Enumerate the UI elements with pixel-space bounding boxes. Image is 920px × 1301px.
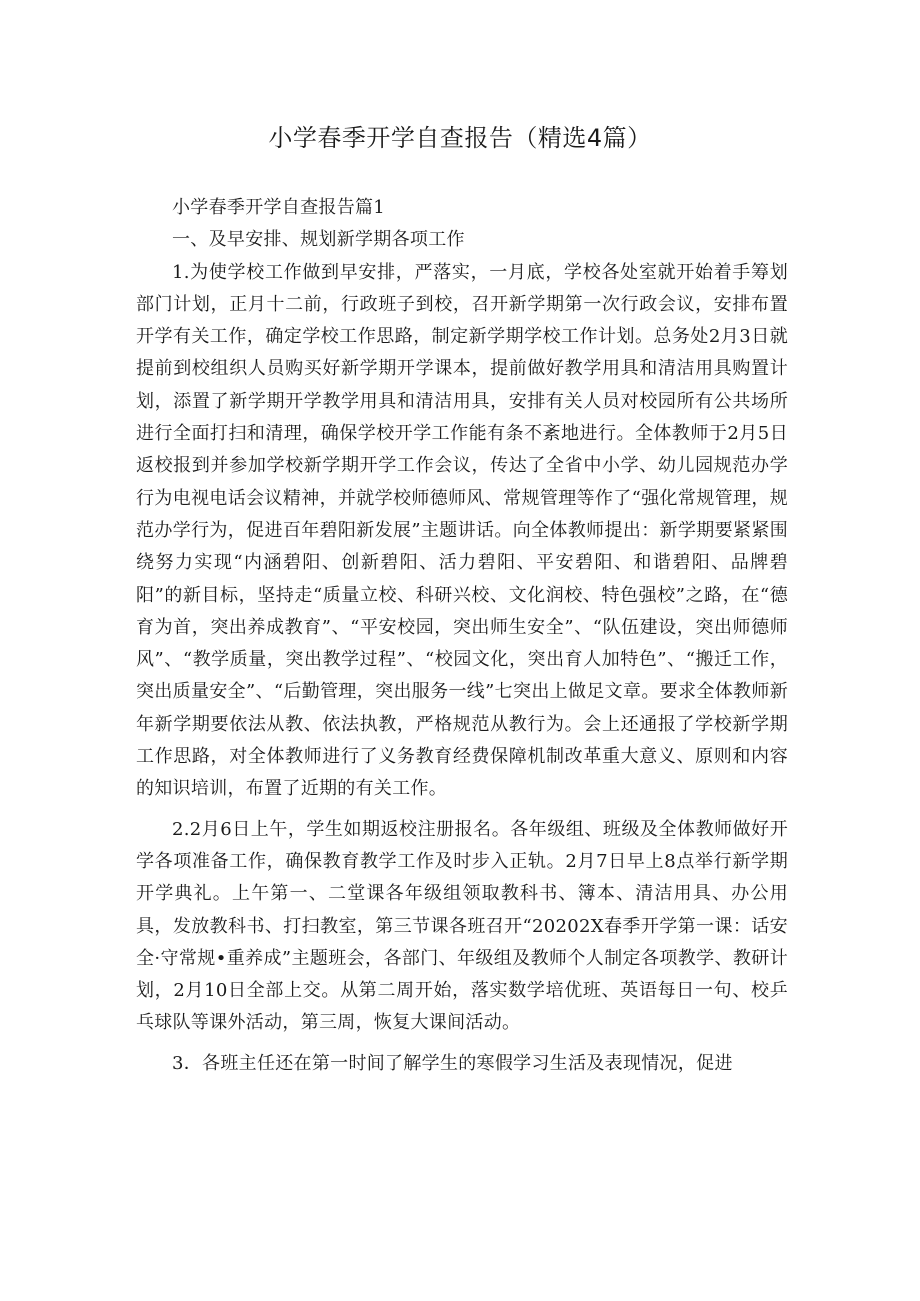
subsection-heading: 一、及早安排、规划新学期各项工作 <box>172 229 465 251</box>
paragraph: 3．各班主任还在第一时间了解学生的寒假学习生活及表现情况，促进 <box>172 1052 733 1074</box>
paragraph: 2.2月6日上午，学生如期返校注册报名。各年级组、班级及全体教师做好开学各项准备工作，确保教育教学工作及时步入正轨。2月7日早上8点举行新学期开学典礼。上午第一、二堂课各年级组领取教科书、簿本、清洁用具、办公用具，发放教科书、打扫教室，第三节课各班召开“20202X春季开学第一课：话安全·守常规•重养成”主题班会，各部门、年级组及教师个人制定各项教学、教研计划，2月10日全部上交。从第二周开始，落实数学培优班、英语每日一句、校乒乓球队等课外活动，第三周，恢复大课间活动。 <box>136 818 788 1034</box>
paragraph: 1.为使学校工作做到早安排，严落实，一月底，学校各处室就开始着手筹划部门计划，正月十二前，行政班子到校，召开新学期第一次行政会议，安排布置开学有关工作，确定学校工作思路，制定新学期学校工作计划。总务处2月3日就提前到校组织人员购买好新学期开学课本，提前做好教学用具和清洁用具购置计划，添置了新学期开学教学用具和清洁用具，安排有关人员对校园所有公共场所进行全面打扫和清理，确保学校开学工作能有条不紊地进行。全体教师于2月5日返校报到并参加学校新学期开学工作会议，传达了全省中小学、幼儿园规范办学行为电视电话会议精神，并就学校师德师风、常规管理等作了“强化常规管理，规范办学行为，促进百年碧阳新发展”主题讲话。向全体教师提出：新学期要紧紧围绕努力实现“内涵碧阳、创新碧阳、活力碧阳、平安碧阳、和谐碧阳、品牌碧阳”的新目标，坚持走“质量立校、科研兴校、文化润校、特色强校”之路，在“德育为首，突出养成教育”、“平安校园，突出师生安全”、“队伍建设，突出师德师风”、“教学质量，突出教学过程”、“校园文化，突出育人加特色”、“搬迁工作，突出质量安全”、“后勤管理，突出服务一线”七突出上做足文章。要求全体教师新年新学期要依法从教、依法执教，严格规范从教行为。会上还通报了学校新学期工作思路，对全体教师进行了义务教育经费保障机制改革重大意义、原则和内容的知识培训，布置了近期的有关工作。 <box>136 261 788 800</box>
document-title: 小学春季开学自查报告（精选4篇） <box>268 124 652 152</box>
document-body <box>136 192 788 1080</box>
section-heading: 小学春季开学自查报告篇1 <box>172 197 386 218</box>
